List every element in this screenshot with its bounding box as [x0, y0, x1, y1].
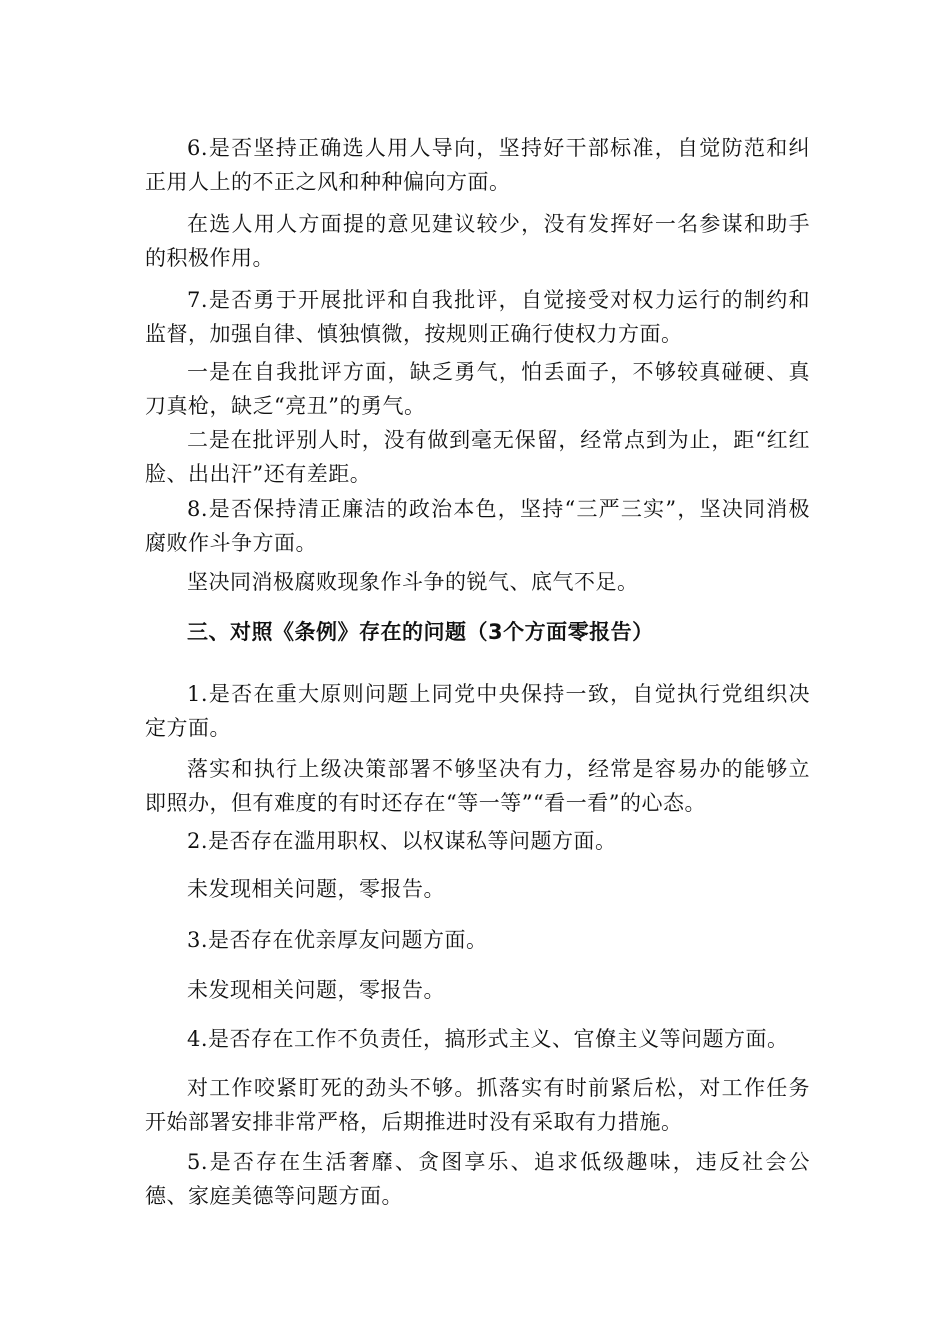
- item-8-answer: 坚决同消极腐败现象作斗争的锐气、底气不足。: [187, 570, 639, 594]
- item-7-answer-2: 二是在批评别人时，没有做到毫无保留，经常点到为止，距“红红脸、出出汗”还有差距。: [145, 428, 810, 486]
- regulation-item-2-answer: 未发现相关问题，零报告。: [187, 877, 445, 901]
- regulation-item-2-question: 2.是否存在滥用职权、以权谋私等问题方面。: [187, 829, 617, 853]
- regulation-item-5-question: 5.是否存在生活奢靡、贪图享乐、追求低级趣味，违反社会公德、家庭美德等问题方面。: [145, 1150, 810, 1208]
- regulation-item-1-question: 1.是否在重大原则问题上同党中央保持一致，自觉执行党组织决定方面。: [145, 682, 810, 740]
- item-6-answer: 在选人用人方面提的意见建议较少，没有发挥好一名参谋和助手的积极作用。: [145, 212, 810, 270]
- regulation-item-3-answer: 未发现相关问题，零报告。: [187, 978, 445, 1002]
- item-6-question: 6.是否坚持正确选人用人导向，坚持好干部标准，自觉防范和纠正用人上的不正之风和种种偏向方面。: [145, 136, 810, 194]
- item-8-question: 8.是否保持清正廉洁的政治本色，坚持“三严三实”，坚决同消极腐败作斗争方面。: [145, 497, 810, 555]
- item-7-answer-1: 一是在自我批评方面，缺乏勇气，怕丢面子，不够较真碰硬、真刀真枪，缺乏“亮丑”的勇气。: [145, 360, 810, 418]
- item-7-question: 7.是否勇于开展批评和自我批评，自觉接受对权力运行的制约和监督，加强自律、慎独慎微，按规则正确行使权力方面。: [145, 288, 810, 346]
- regulation-item-4-answer: 对工作咬紧盯死的劲头不够。抓落实有时前紧后松，对工作任务开始部署安排非常严格，后期推进时没有采取有力措施。: [145, 1076, 810, 1134]
- section-heading: 三、对照《条例》存在的问题（3个方面零报告）: [187, 620, 654, 644]
- regulation-item-1-answer: 落实和执行上级决策部署不够坚决有力，经常是容易办的能够立即照办，但有难度的有时还存在“等一等”“看一看”的心态。: [145, 757, 810, 815]
- regulation-item-3-question: 3.是否存在优亲厚友问题方面。: [187, 928, 488, 952]
- regulation-item-4-question: 4.是否存在工作不负责任，搞形式主义、官僚主义等问题方面。: [187, 1027, 789, 1051]
